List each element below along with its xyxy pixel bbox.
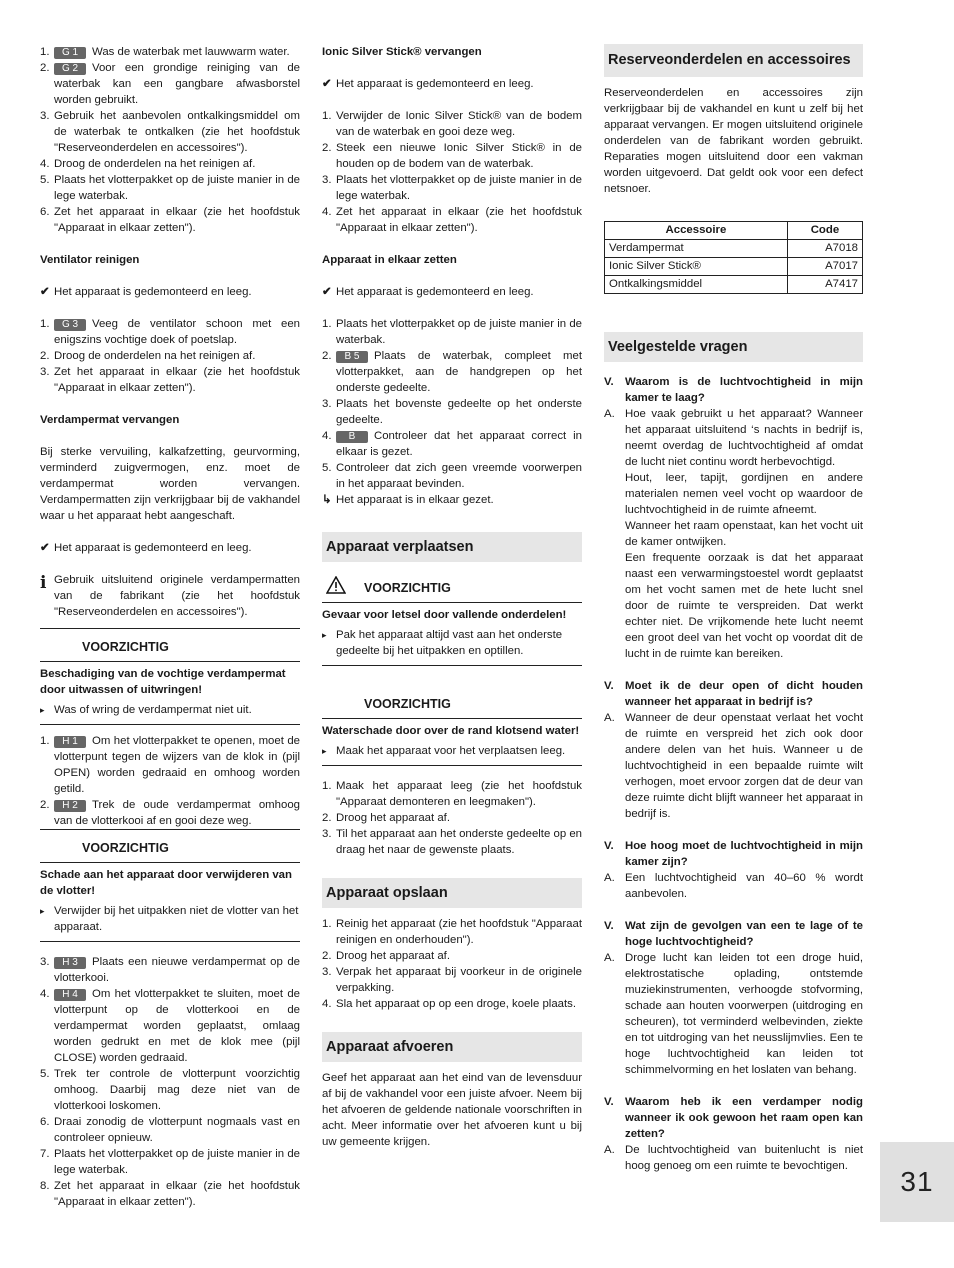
warning-item: ▸ Verwijder bij het uitpakken niet de vlotter van het apparaat. bbox=[40, 903, 300, 935]
column-3 bbox=[604, 44, 863, 1190]
figure-ref-badge: H 4 bbox=[54, 989, 86, 1001]
list-item: 5. Controleer dat zich geen vreemde voorwerpen in het apparaat bevinden. bbox=[322, 462, 582, 490]
table-row: Ontkalkingsmiddel A7417 bbox=[605, 276, 863, 294]
warning-description: Waterschade door over de rand klotsend water! bbox=[322, 725, 580, 737]
warning-heading: VOORZICHTIG bbox=[322, 570, 582, 603]
info-icon: i bbox=[40, 573, 47, 593]
faq-answer: A. Hoe vaak gebruikt u het apparaat? Wanneer het apparaat uitsluitend ‘s nachts in bedrijf is, neemt overdag de luchtvochtigheid af omdat de lucht niet continu wordt herbevochtigd. bbox=[604, 408, 863, 468]
list-item: 3. Plaats het vlotterpakket op de juiste manier in de lege waterbak. bbox=[322, 174, 582, 202]
faq-question: V. Wat zijn de gevolgen van een te lage of te hoge luchtvochtigheid? bbox=[604, 920, 863, 948]
list-item: 4. Zet het apparaat in elkaar (zie het hoofdstuk "Apparaat in elkaar zetten"). bbox=[322, 206, 582, 234]
warning-heading: VOORZICHTIG bbox=[40, 629, 300, 662]
check-item: ✔ Het apparaat is gedemonteerd en leeg. bbox=[322, 78, 534, 90]
paragraph-reserveonderdelen: Reserveonderdelen en accessoires zijn verkrijgbaar bij de vakhandel en kunt u zelf bij het apparaat vervangen. Er mogen uitsluitend originele onderdelen van de fabrikant worden gebruikt. Reparaties mogen uitsluitend door een vakman worden uitgevoerd. Dat geldt ook voor een defect netsnoer. bbox=[604, 87, 863, 195]
list-item: 3. Verpak het apparaat bij voorkeur in de originele verpakking. bbox=[322, 966, 582, 994]
list-item: 1. Verwijder de Ionic Silver Stick® van de bodem van de waterbak en gooi deze weg. bbox=[322, 110, 582, 138]
subheading-ionic: Ionic Silver Stick® vervangen bbox=[322, 46, 482, 58]
faq-answer: A. Een luchtvochtigheid van 40–60 % wordt aanbevolen. bbox=[604, 872, 863, 900]
list-item: 6. Zet het apparaat in elkaar (zie het hoofdstuk "Apparaat in elkaar zetten"). bbox=[40, 206, 300, 234]
column-2 bbox=[322, 44, 582, 1150]
accessories-table bbox=[604, 221, 863, 294]
warning-description: Schade aan het apparaat door verwijderen van de vlotter! bbox=[40, 869, 292, 897]
list-cleaning-waterbak bbox=[40, 44, 300, 236]
figure-ref-badge: G 2 bbox=[54, 63, 86, 75]
list-item: 2. H 2 Trek de oude verdampermat omhoog van de vlotterkooi af en gooi deze weg. bbox=[40, 799, 300, 827]
figure-ref-badge: B 5 bbox=[336, 351, 368, 363]
list-item: 5. Plaats het vlotterpakket op de juiste manier in de lege waterbak. bbox=[40, 174, 300, 202]
warning-box bbox=[322, 686, 582, 766]
table-row: Ionic Silver Stick® A7017 bbox=[605, 258, 863, 276]
list-item: 4. Droog de onderdelen na het reinigen af. bbox=[40, 158, 256, 170]
subheading-ventilator: Ventilator reinigen bbox=[40, 254, 140, 266]
arrow-icon: ↳ bbox=[322, 494, 332, 506]
warning-box bbox=[322, 570, 582, 666]
warning-item: ▸ Maak het apparaat voor het verplaatsen leeg. bbox=[322, 743, 582, 759]
warning-item: ▸ Pak het apparaat altijd vast aan het onderste gedeelte bij het uitpakken en optillen. bbox=[322, 627, 582, 659]
list-item: 1. H 1 Om het vlotterpakket te openen, moet de vlotterpunt tegen de wijzers van de klok in (pijl OPEN) worden gedraaid en omhoog worden getild. bbox=[40, 735, 300, 795]
column-1 bbox=[40, 44, 300, 1210]
list-item: 1. Maak het apparaat leeg (zie het hoofdstuk "Apparaat demonteren en leegmaken"). bbox=[322, 780, 582, 808]
warning-heading: VOORZICHTIG bbox=[322, 686, 582, 719]
list-item: 2. Droog het apparaat af. bbox=[322, 950, 450, 962]
list-item: 6. Draai zonodig de vlotterpunt nogmaals vast en controleer opnieuw. bbox=[40, 1116, 300, 1144]
faq-question: V. Hoe hoog moet de luchtvochtigheid in mijn kamer zijn? bbox=[604, 840, 863, 868]
section-heading-opslaan: Apparaat opslaan bbox=[322, 878, 582, 908]
figure-ref-badge: B bbox=[336, 431, 368, 443]
faq-question: V. Waarom is de luchtvochtigheid in mijn kamer te laag? bbox=[604, 376, 863, 404]
check-item: ✔ Het apparaat is gedemonteerd en leeg. bbox=[322, 286, 534, 298]
check-icon: ✔ bbox=[322, 286, 332, 298]
section-heading-faq: Veelgestelde vragen bbox=[604, 332, 863, 362]
list-item: 1. Reinig het apparaat (zie het hoofdstuk "Apparaat reinigen en onderhouden"). bbox=[322, 918, 582, 946]
faq-question: V. Moet ik de deur open of dicht houden wanneer het apparaat in bedrijf is? bbox=[604, 680, 863, 708]
faq-answer: A. Wanneer de deur openstaat verlaat het vocht de ruimte en verspreid het zich ook door andere delen van het huis. Wanneer u de luchtvochtigheid in een bepaalde ruimte wilt verhogen, moet ervoor zorgen dat de deur van deze ruimte dicht blijft wanneer het apparaat in bedrijf is. bbox=[604, 712, 863, 820]
faq-answer: A. De luchtvochtigheid van buitenlucht is niet hoog genoeg om een ruimte te bevochtigen. bbox=[604, 1144, 863, 1172]
list-store bbox=[322, 916, 582, 1012]
list-move bbox=[322, 778, 582, 858]
warning-box bbox=[40, 829, 300, 942]
list-item: 1. G 3 Veeg de ventilator schoon met een enigszins vochtige doek of poetslap. bbox=[40, 318, 300, 346]
list-item: 2. B 5 Plaats de waterbak, compleet met vlotterpakket, aan de handgrepen op het onderste gedeelte. bbox=[322, 350, 582, 394]
table-header: Accessoire bbox=[605, 222, 788, 240]
page-number: 31 bbox=[880, 1142, 954, 1222]
table-header: Code bbox=[787, 222, 862, 240]
list-assemble bbox=[322, 316, 582, 492]
list-item: 5. Trek ter controle de vlotterpunt voorzichtig omhoog. Daarbij mag deze niet van de vlotterkooi loskomen. bbox=[40, 1068, 300, 1112]
warning-item: ▸ Was of wring de verdampermat niet uit. bbox=[40, 702, 300, 718]
figure-ref-badge: G 3 bbox=[54, 319, 86, 331]
list-item: 1. Plaats het vlotterpakket op de juiste manier in de waterbak. bbox=[322, 318, 582, 346]
figure-ref-badge: H 1 bbox=[54, 736, 86, 748]
result-item: ↳ Het apparaat is in elkaar gezet. bbox=[322, 494, 494, 506]
info-note: i Gebruik uitsluitend originele verdampermatten van de fabrikant (zie het hoofdstuk "Reserveonderdelen en accessoires"). bbox=[40, 573, 300, 618]
figure-ref-badge: H 2 bbox=[54, 800, 86, 812]
warning-heading: VOORZICHTIG bbox=[40, 830, 300, 863]
faq-answer: Hout, leer, tapijt, gordijnen en andere materialen nemen veel vocht op waardoor de luchtvochtigheid in de ruimte afneemt. bbox=[625, 472, 863, 516]
warning-description: Beschadiging van de vochtige verdampermat door uitwassen of uitwringen! bbox=[40, 668, 286, 696]
check-icon: ✔ bbox=[40, 286, 50, 298]
list-ventilator bbox=[40, 316, 300, 396]
paragraph-verdampermat: Bij sterke vervuiling, kalkafzetting, geurvorming, verminderd zuigvermogen, enz. moet de verdampermat worden vervangen. Verdampermatten zijn verkrijgbaar bij de vakhandel waar u het apparaat hebt aangeschaft. bbox=[40, 446, 300, 522]
check-item: ✔ Het apparaat is gedemonteerd en leeg. bbox=[40, 542, 252, 554]
figure-ref-badge: G 1 bbox=[54, 47, 86, 59]
faq-question: V. Waarom heb ik een verdamper nodig wanneer ik ook gewoon het raam open kan zetten? bbox=[604, 1096, 863, 1140]
list-item: 2. Droog het apparaat af. bbox=[322, 812, 450, 824]
figure-ref-badge: H 3 bbox=[54, 957, 86, 969]
paragraph-afvoeren: Geef het apparaat aan het eind van de levensduur af bij de vakhandel voor een juiste afvoer. Neem bij het afvoeren de geldende nationale voorschriften in acht. Meer informatie over het afvoeren kunt u bij uw gemeente krijgen. bbox=[322, 1072, 582, 1148]
list-item: 3. Plaats het bovenste gedeelte op het onderste gedeelte. bbox=[322, 398, 582, 426]
list-item: 3. Zet het apparaat in elkaar (zie het hoofdstuk "Apparaat in elkaar zetten"). bbox=[40, 366, 300, 394]
check-icon: ✔ bbox=[40, 542, 50, 554]
list-item: 4. H 4 Om het vlotterpakket te sluiten, moet de vlotterpunt op de vlotterkooi en de verdampermat worden geplaatst, omlaag worden gedrukt en met de klok mee (pijl CLOSE) worden gedraaid. bbox=[40, 988, 300, 1064]
section-heading-afvoeren: Apparaat afvoeren bbox=[322, 1032, 582, 1062]
section-heading-verplaatsen: Apparaat verplaatsen bbox=[322, 532, 582, 562]
list-item: 4. Sla het apparaat op op een droge, koele plaats. bbox=[322, 998, 577, 1010]
faq-answer: Wanneer het raam openstaat, kan het vocht uit de kamer ontwijken. bbox=[625, 520, 863, 548]
section-heading-reserveonderdelen: Reserveonderdelen en accessoires bbox=[604, 44, 863, 77]
table-row: Verdampermat A7018 bbox=[605, 240, 863, 258]
list-item: 8. Zet het apparaat in elkaar (zie het hoofdstuk "Apparaat in elkaar zetten"). bbox=[40, 1180, 300, 1208]
list-item: 3. Til het apparaat aan het onderste gedeelte op en draag het naar de gewenste plaats. bbox=[322, 828, 582, 856]
warning-box bbox=[40, 628, 300, 725]
faq-list bbox=[604, 374, 863, 1190]
warning-triangle-icon bbox=[326, 576, 346, 598]
list-item: 2. Steek een nieuwe Ionic Silver Stick® in de houden op de bodem van de waterbak. bbox=[322, 142, 582, 170]
check-item: ✔ Het apparaat is gedemonteerd en leeg. bbox=[40, 286, 252, 298]
list-item: 2. Droog de onderdelen na het reinigen af. bbox=[40, 350, 256, 362]
list-verdampermat-h bbox=[40, 733, 300, 829]
list-item: 3. H 3 Plaats een nieuwe verdampermat op de vlotterkooi. bbox=[40, 956, 300, 984]
subheading-assemble: Apparaat in elkaar zetten bbox=[322, 254, 457, 266]
faq-answer: A. Droge lucht kan leiden tot een droge huid, elektrostatische oplading, ontstemde muziekinstrumenten, verhoogde stofvorming, schade aan houten voorwerpen (uitdroging en scheuren), tot verminderd welbevinden, ziekte en tot uitdroging van het neusslijmvlies. Een te hoge luchtvochtigheid kan leiden tot schimmelvorming en het loslaten van behang. bbox=[604, 952, 863, 1076]
check-icon: ✔ bbox=[322, 78, 332, 90]
faq-answer: Een frequente oorzaak is dat het apparaat naast een verwarmingstoestel wordt geplaatst om het vocht samen met de hete lucht snel door de ruimte te verspreiden. Dat werkt echter niet. De vrijkomende hete lucht neemt een groot deel van het vocht op voordat dit de lucht in de ruimte kan bereiken. bbox=[625, 552, 863, 660]
subheading-verdampermat: Verdampermat vervangen bbox=[40, 414, 180, 426]
list-item: 7. Plaats het vlotterpakket op de juiste manier in de lege waterbak. bbox=[40, 1148, 300, 1176]
list-item: 2. G 2 Voor een grondige reiniging van de waterbak kan een gangbare afwasborstel worden gebruikt. bbox=[40, 62, 300, 106]
list-verdampermat-h2 bbox=[40, 954, 300, 1210]
warning-description: Gevaar voor letsel door vallende onderdelen! bbox=[322, 609, 567, 621]
list-item: 3. Gebruik het aanbevolen ontkalkingsmiddel om de waterbak te ontkalken (zie het hoofdstuk "Reserveonderdelen en accessoires"). bbox=[40, 110, 300, 154]
list-item: 1. G 1 Was de waterbak met lauwwarm water. bbox=[40, 46, 290, 58]
list-item: 4. B Controleer dat het apparaat correct in elkaar is gezet. bbox=[322, 430, 582, 458]
list-ionic bbox=[322, 108, 582, 236]
